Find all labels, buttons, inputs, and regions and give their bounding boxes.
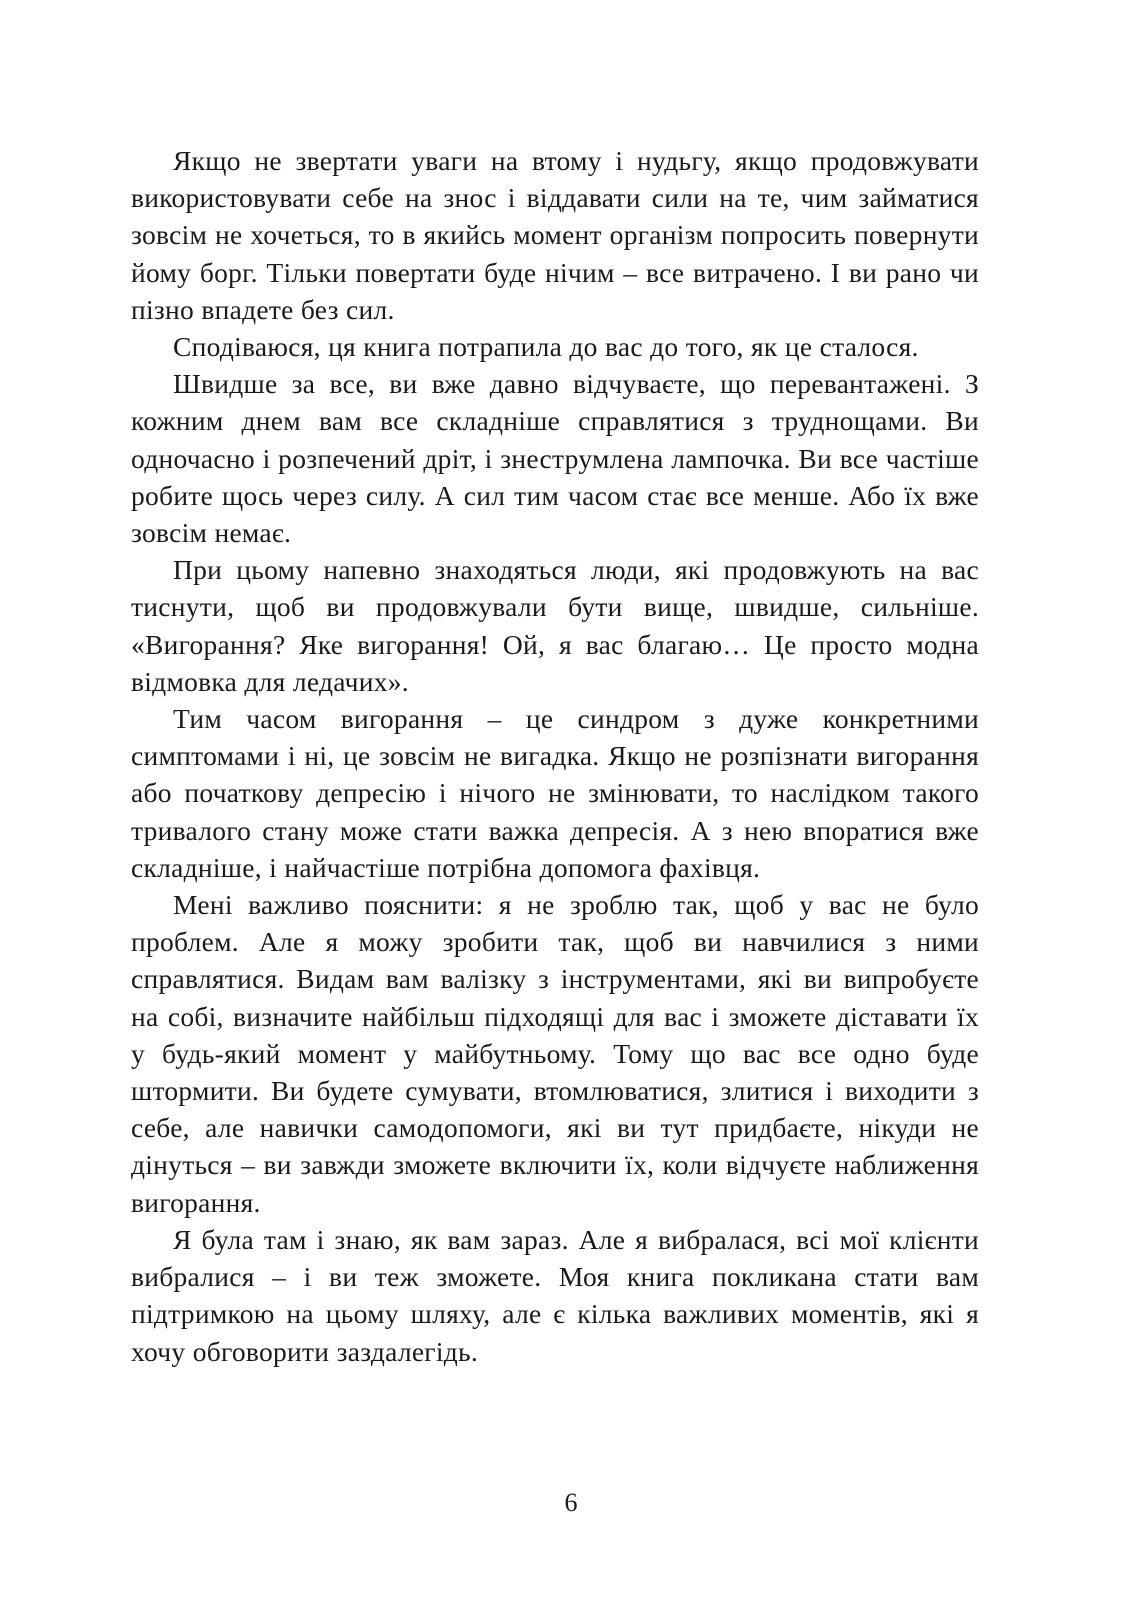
paragraph: Тим часом вигорання – це синдром з дуже конкретними симптомами і ні, це зовсім не вигадка. Якщо не розпізнати вигорання або початкову депресію і нічого не змінювати, то наслідком такого тривалого стану може стати важка депресія. А з нею впоратися вже складніше, і найчастіше потрібна допомога фахівця. bbox=[131, 703, 979, 883]
paragraph: Мені важливо пояснити: я не зроблю так, щоб у вас не було проблем. Але я можу зробити так, щоб ви навчилися з ними справлятися. Видам вам валізку з інструментами, які ви випробуєте на собі, визначите найбільш підходящі для вас і зможете діставати їх у будь-який момент у майбутньому. Тому що вас все одно буде штормити. Ви будете сумувати, втомлюватися, злитися і виходити з себе, але навички самодопомоги, які ви тут придбаєте, нікуди не дінуться – ви завжди зможете включити їх, коли відчуєте наближення вигорання. bbox=[131, 889, 979, 1218]
paragraph: Я була там і знаю, як вам зараз. Але я вибралася, всі мої клієнти вибралися – і ви теж зможете. Моя книга покликана стати вам підтримкою на цьому шляху, але є кілька важливих моментів, які я хочу обговорити заздалегідь. bbox=[131, 1223, 979, 1367]
paragraph: Якщо не звертати уваги на втому і нудьгу, якщо продовжувати використовувати себе на знос і віддавати сили на те, чим займатися зовсім не хочеться, то в якийсь момент організм попросить повернути йому борг. Тільки повертати буде нічим – все витрачено. І ви рано чи пізно впадете без сил. bbox=[131, 145, 979, 325]
paragraph: Швидше за все, ви вже давно відчуваєте, що перевантажені. З кожним днем вам все складніше справлятися з труднощами. Ви одночасно і розпечений дріт, і знеструмлена лампочка. Ви все частіше робите щось через силу. А сил тим часом стає все менше. Або їх вже зовсім немає. bbox=[131, 368, 979, 549]
page-body-text bbox=[131, 142, 979, 1370]
paragraph: Сподіваюся, ця книга потрапила до вас до того, як це сталося. bbox=[173, 331, 919, 363]
paragraph: При цьому напевно знаходяться люди, які продовжують на вас тиснути, щоб ви продовжували бути вище, швидше, сильніше. «Вигорання? Яке вигорання! Ой, я вас благаю… Це просто модна відмовка для ледачих». bbox=[131, 554, 979, 697]
page-number: 6 bbox=[564, 1488, 578, 1517]
